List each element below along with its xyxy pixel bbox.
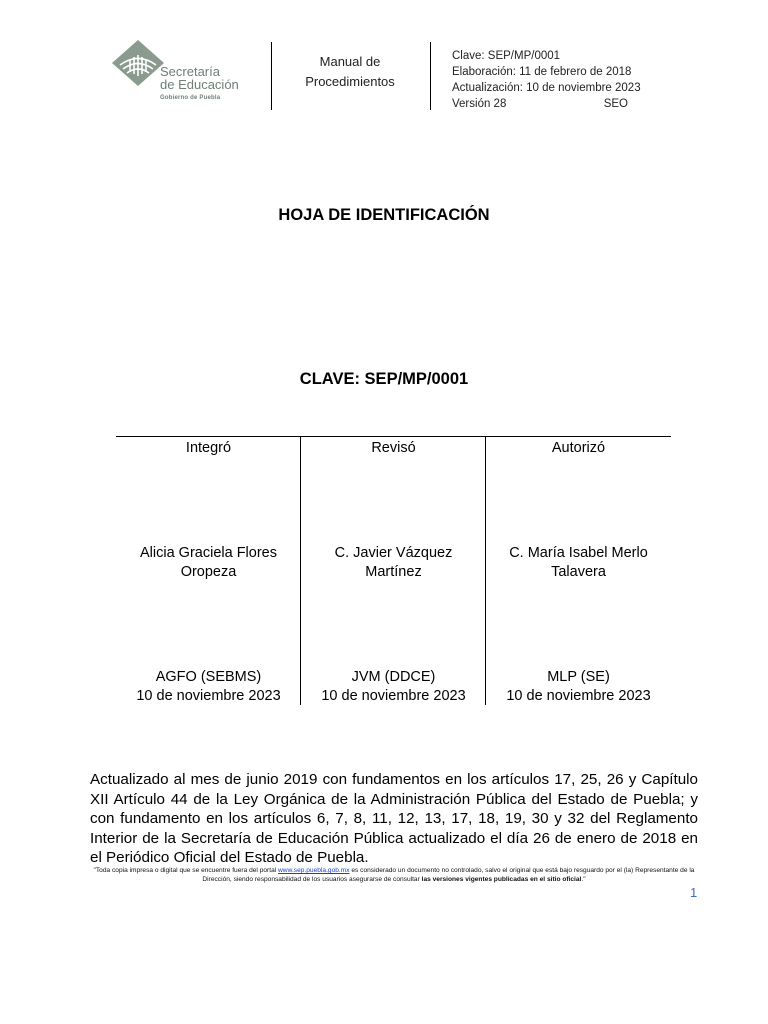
- footer-text-bold: las versiones vigentes publicadas en el sitio oficial: [421, 876, 582, 883]
- signature-name-integro: [116, 544, 301, 582]
- footer-text-end: .": [581, 876, 586, 883]
- footer-text-start: "Toda copia impresa o digital que se encuentre fuera del portal: [93, 867, 279, 874]
- header-divider-1: [271, 42, 272, 110]
- logo-line-3: Gobierno de Puebla: [160, 95, 221, 101]
- signature-name-autorizo: [486, 544, 671, 582]
- signature-role-reviso: Revisó: [371, 440, 416, 456]
- page-title: HOJA DE IDENTIFICACIÓN: [278, 206, 490, 224]
- signature-name-line-1: Alicia Graciela Flores: [140, 545, 277, 561]
- signature-name-line-1: C. María Isabel Merlo: [509, 545, 648, 561]
- signature-date: 10 de noviembre 2023: [136, 688, 281, 704]
- signature-role-integro: Integró: [185, 440, 232, 456]
- signature-name-line-2: Talavera: [551, 564, 606, 580]
- signature-role-autorizo: Autorizó: [551, 440, 606, 456]
- legal-basis-paragraph: Actualizado al mes de junio 2019 con fundamentos en los artículos 17, 25, 26 y Capítulo XII Artículo 44 de la Ley Orgánica de la Administración Pública del Estado de Puebla; y con fundamento en los artículos 6, 7, 8, 11, 12, 13, 17, 18, 19, 30 y 32 del Reglamento Interior de la Secretaría de Educación Pública actualizado el día 26 de enero de 2018 en el Periódico Oficial del Estado de Puebla.: [90, 771, 698, 866]
- meta-area: SEO: [603, 98, 628, 110]
- page-number: 1: [690, 885, 698, 900]
- manual-title: [275, 52, 425, 92]
- signature-date: 10 de noviembre 2023: [506, 688, 651, 704]
- portal-link[interactable]: www.sep.puebla.gob.mx: [278, 867, 350, 874]
- footer-text-middle: es considerado un documento no controlado, salvo el original que está bajo resguardo por el (la) Representante de la Dirección, siendo responsabilidad de los usuarios asegurarse de consultar: [202, 867, 695, 883]
- manual-title-line-2: Procedimientos: [305, 74, 395, 89]
- logo-line-1: Secretaría: [160, 64, 220, 79]
- signature-code: MLP (SE): [547, 669, 610, 685]
- signature-date: 10 de noviembre 2023: [321, 688, 466, 704]
- footer-disclaimer: [90, 866, 698, 884]
- signature-code: AGFO (SEBMS): [155, 669, 262, 685]
- meta-version: Versión 28: [452, 98, 507, 110]
- signature-name-line-2: Oropeza: [180, 564, 237, 580]
- signature-code-reviso: [301, 668, 486, 706]
- meta-actualizacion: Actualización: 10 de noviembre 2023: [452, 82, 641, 94]
- meta-elaboracion: Elaboración: 11 de febrero de 2018: [452, 66, 632, 78]
- signature-code: JVM (DDCE): [351, 669, 436, 685]
- table-top-rule: [116, 436, 671, 437]
- signature-code-integro: [116, 668, 301, 706]
- signature-name-line-1: C. Javier Vázquez: [334, 545, 453, 561]
- header-divider-2: [430, 42, 431, 110]
- signature-name-reviso: [301, 544, 486, 582]
- signature-code-autorizo: [486, 668, 671, 706]
- logo-wordmark: [160, 65, 239, 105]
- document-meta: [452, 48, 702, 112]
- logo-line-2: de Educación: [160, 77, 239, 92]
- document-clave: CLAVE: SEP/MP/0001: [299, 370, 469, 388]
- manual-title-line-1: Manual de: [319, 54, 381, 69]
- meta-version-row: [452, 96, 628, 112]
- meta-clave: Clave: SEP/MP/0001: [452, 50, 561, 62]
- signature-name-line-2: Martínez: [365, 564, 422, 580]
